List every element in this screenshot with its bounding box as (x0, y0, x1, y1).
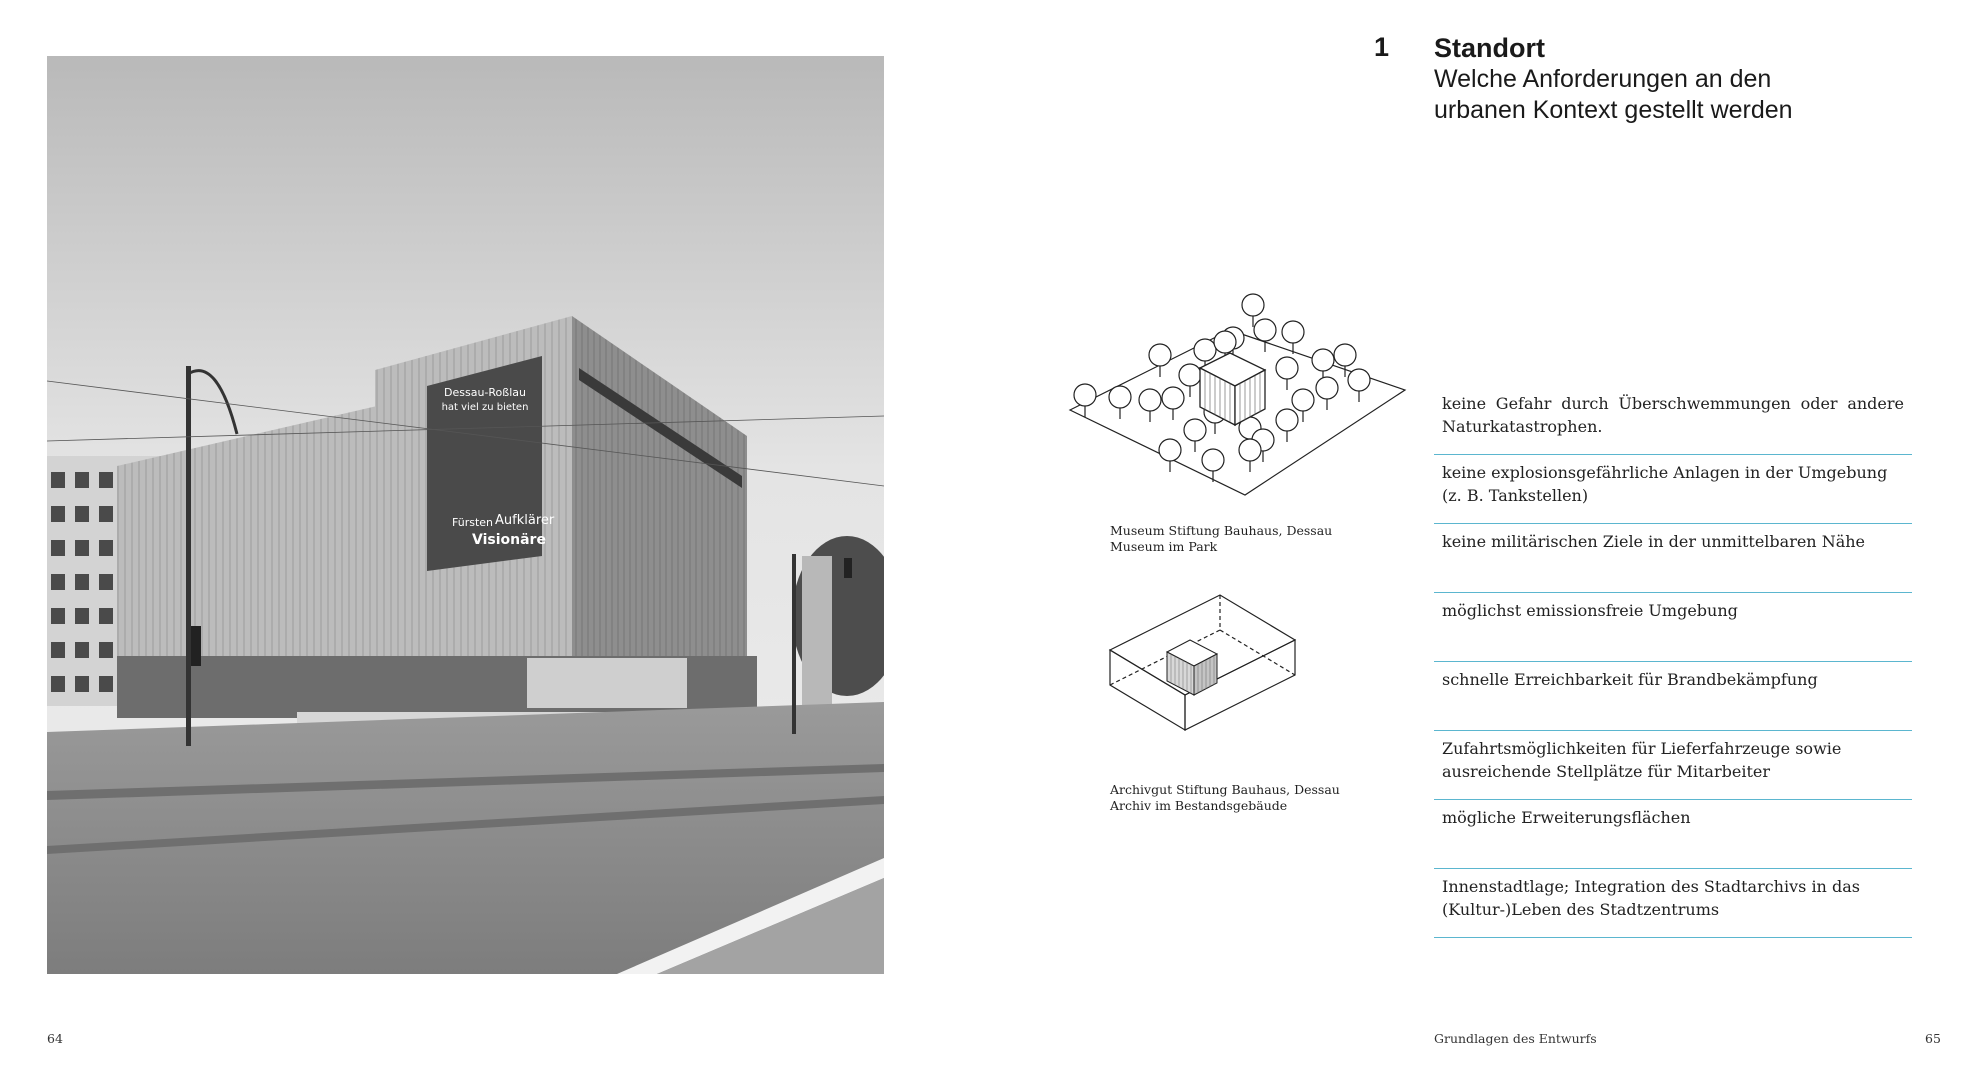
tree-icon (1312, 349, 1334, 371)
tree-icon (1074, 384, 1096, 406)
banner-line-3: Fürsten (452, 516, 494, 529)
requirement-line-2: (Kultur-)Leben des Stadtzentrums (1442, 900, 1720, 919)
banner-line-1: Dessau-Roßlau (444, 386, 526, 399)
requirement-line-1: mögliche Erweiterungsflächen (1442, 808, 1691, 827)
tree-icon (1276, 409, 1298, 431)
requirement-line-1: keine militärischen Ziele in der unmittelbaren Nähe (1442, 532, 1866, 551)
requirements-list (1434, 386, 1912, 938)
tree-icon (1202, 449, 1224, 471)
list-item (1434, 869, 1912, 938)
archive-in-building-diagram (1105, 590, 1305, 735)
tree-icon (1242, 294, 1264, 316)
list-item (1434, 800, 1912, 869)
requirement-line-1: möglichst emissionsfreie Umgebung (1442, 601, 1738, 620)
list-item (1434, 455, 1912, 524)
chapter-subtitle-line-2: urbanen Kontext gestellt werden (1434, 96, 1793, 124)
tree-icon (1239, 439, 1261, 461)
tree-icon (1276, 357, 1298, 379)
banner-line-2: hat viel zu bieten (441, 402, 529, 413)
list-item (1434, 524, 1912, 593)
list-item (1434, 593, 1912, 662)
tree-icon (1316, 377, 1338, 399)
museum-in-park-diagram (1065, 290, 1415, 520)
banner-line-5: Visionäre (472, 532, 546, 548)
right-page-number: 65 (1925, 1031, 1941, 1046)
museum-caption-line-1: Museum Stiftung Bauhaus, Dessau (1110, 523, 1333, 538)
list-item (1434, 662, 1912, 731)
chapter-title: Standort (1434, 33, 1545, 63)
tree-icon (1149, 344, 1171, 366)
museum-caption (1110, 523, 1332, 555)
tree-icon (1159, 439, 1181, 461)
tree-icon (1139, 389, 1161, 411)
left-page-number: 64 (47, 1031, 63, 1046)
banner-line-4: Aufklärer (495, 513, 555, 528)
requirement-line-1: Innenstadtlage; Integration des Stadtarchivs in das (1442, 877, 1860, 896)
archive-caption (1110, 782, 1340, 814)
archive-caption-line-2: Archiv im Bestandsgebäude (1110, 798, 1288, 813)
tree-icon (1194, 339, 1216, 361)
list-item (1434, 386, 1912, 455)
tree-icon (1254, 319, 1276, 341)
tree-icon (1292, 389, 1314, 411)
tree-icon (1348, 369, 1370, 391)
tree-icon (1214, 331, 1236, 353)
tree-icon (1184, 419, 1206, 441)
chapter-heading (1434, 32, 1934, 126)
museum-caption-line-2: Museum im Park (1110, 539, 1218, 554)
chapter-subtitle-line-1: Welche Anforderungen an den (1434, 65, 1772, 93)
list-item (1434, 731, 1912, 800)
requirement-line-1: schnelle Erreichbarkeit für Brandbekämpfung (1442, 670, 1818, 689)
tree-icon (1282, 321, 1304, 343)
requirement-line-1: keine explosionsgefährliche Anlagen in der Umgebung (1442, 463, 1888, 482)
chapter-number: 1 (1374, 32, 1390, 62)
tree-icon (1109, 386, 1131, 408)
archive-caption-line-1: Archivgut Stiftung Bauhaus, Dessau (1110, 782, 1340, 797)
requirement-line-1: Zufahrtsmöglichkeiten für Lieferfahrzeuge sowie (1442, 739, 1842, 758)
building-photo (47, 56, 884, 974)
tree-icon (1162, 387, 1184, 409)
requirement-line-2: ausreichende Stellplätze für Mitarbeiter (1442, 762, 1770, 781)
requirement-line-1: keine Gefahr durch Überschwemmungen oder andere (1442, 394, 1904, 413)
tree-icon (1334, 344, 1356, 366)
tree-icon (1179, 364, 1201, 386)
running-footer: Grundlagen des Entwurfs (1434, 1031, 1597, 1046)
requirement-line-2: (z. B. Tankstellen) (1442, 486, 1589, 505)
requirement-line-2: Naturkatastrophen. (1442, 417, 1603, 436)
